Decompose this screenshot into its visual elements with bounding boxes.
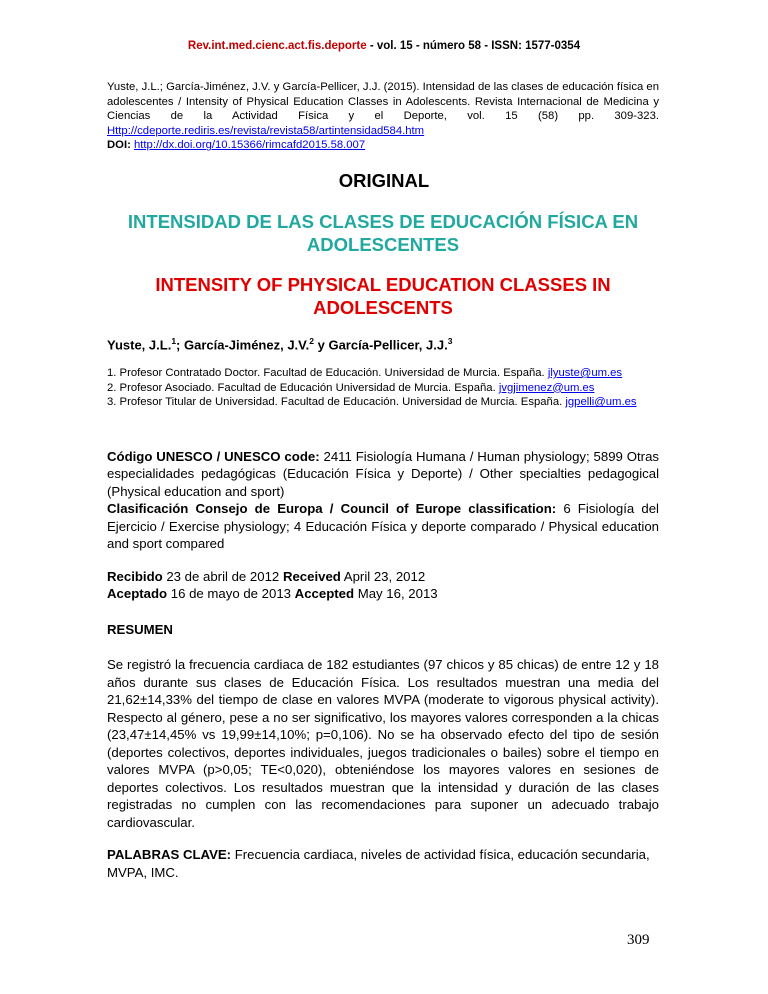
running-header: [0, 40, 768, 52]
aceptado-label: Aceptado: [107, 586, 168, 602]
affiliations: [107, 366, 659, 410]
affiliation-text: 2. Profesor Asociado. Facultad de Educación Universidad de Murcia. España.: [107, 381, 499, 394]
author-list: [107, 336, 452, 352]
council-classification: [107, 500, 659, 552]
accepted-date: [107, 585, 438, 602]
section-label: ORIGINAL: [338, 170, 430, 191]
council-classification-label: Clasificación Consejo de Europa / Council of Europe classification:: [107, 501, 557, 517]
author-2-affil-mark: 2: [309, 336, 314, 346]
doi-link[interactable]: http://dx.doi.org/10.15366/rimcafd2015.58.007: [134, 139, 366, 152]
article-url-link[interactable]: Http://cdeporte.rediris.es/revista/revista58/artintensidad584.htm: [107, 124, 425, 137]
citation-block: [107, 80, 659, 153]
author-1-affil-mark: 1: [171, 336, 177, 346]
submission-dates: [107, 568, 438, 603]
received-value: April 23, 2012: [340, 569, 426, 584]
received-date: [107, 568, 438, 585]
author-3: García-Pellicer, J.J.: [328, 337, 448, 353]
page-number: 309: [627, 932, 650, 948]
council-classification-text: 6 Fisiología del Ejercicio / Exercise physiology; 4 Educación Física y deporte comparado / Physical education and sport compared: [107, 501, 659, 552]
author-separator: ;: [176, 337, 184, 353]
title-spanish: INTENSIDAD DE LAS CLASES DE EDUCACIÓN FÍSICA EN ADOLESCENTES: [127, 211, 639, 255]
keywords-label: PALABRAS CLAVE:: [107, 847, 232, 862]
unesco-code-label: Código UNESCO / UNESCO code:: [107, 449, 320, 464]
abstract-text: Se registró la frecuencia cardiaca de 182 estudiantes (97 chicos y 85 chicas) de entre 12 y 18 años durante sus clases de Educación Física. Los resultados muestran una media del 21,62±14,33% del tiempo de clase en valores MVPA (moderate to vigorous physical activity). Respecto al género, pese a no ser significativo, los mayores valores corresponden a la chicas (23,47±14,45% vs 19,99±14,10%; p=0,106). No se ha observado efecto del tipo de sesión (deportes colectivos, deportes individuales, juegos tradicionales o bailes) sobre el tiempo en valores MVPA (p>0,05; TE<0,020), obteniéndose los mayores valores en sesiones de deportes colectivos. Los resultados muestran que la intensidad y duración de las clases registradas no cumplen con las recomendaciones para suponer un adecuado trabajo cardiovascular.: [107, 657, 659, 830]
email-link[interactable]: jlyuste@um.es: [547, 367, 623, 379]
citation-text: Yuste, J.L.; García-Jiménez, J.V. y García-Pellicer, J.J. (2015). Intensidad de las clases de educación física en adolescentes / Intensity of Physical Education Classes in Adolescents. Revista Internacional de Medicina y Ciencias de la Actividad Física y el Deporte, vol. 15 (58) pp. 309-323.: [107, 81, 659, 123]
recibido-value: 23 de abril de 2012: [162, 569, 283, 584]
recibido-label: Recibido: [107, 569, 163, 584]
accepted-value: May 16, 2013: [354, 586, 438, 602]
author-2: García-Jiménez, J.V.: [184, 337, 310, 353]
journal-issue-info: - vol. 15 - número 58 - ISSN: 1577-0354: [366, 40, 581, 52]
affiliation-3: [107, 395, 659, 410]
affiliation-text: 1. Profesor Contratado Doctor. Facultad de Educación. Universidad de Murcia. España.: [107, 367, 548, 379]
unesco-code: [107, 448, 659, 500]
keywords-text: Frecuencia cardiaca, niveles de actividad física, educación secundaria, MVPA, IMC.: [107, 847, 650, 880]
accepted-label: Accepted: [294, 586, 355, 602]
journal-name: Rev.int.med.cienc.act.fis.deporte: [187, 40, 367, 52]
affiliation-2: [107, 381, 659, 396]
doi-label: DOI:: [107, 139, 131, 152]
author-3-affil-mark: 3: [447, 336, 453, 346]
keywords: [107, 846, 659, 881]
title-english: INTENSITY OF PHYSICAL EDUCATION CLASSES IN ADOLESCENTS: [155, 274, 611, 318]
author-1: Yuste, J.L.: [107, 337, 172, 353]
unesco-code-text: 2411 Fisiología Humana / Human physiology; 5899 Otras especialidades pedagógicas (Educación Física y Deporte) / Other specialties pedagogical (Physical education and sport): [107, 449, 660, 499]
classification-codes: [107, 448, 659, 552]
email-link[interactable]: jvgjimenez@um.es: [498, 381, 595, 394]
abstract-heading: RESUMEN: [107, 622, 173, 637]
author-separator: y: [314, 337, 329, 353]
received-label: Received: [282, 569, 341, 584]
affiliation-1: [107, 366, 659, 381]
aceptado-value: 16 de mayo de 2013: [167, 586, 295, 602]
email-link[interactable]: jgpelli@um.es: [565, 396, 637, 409]
affiliation-text: 3. Profesor Titular de Universidad. Facultad de Educación. Universidad de Murcia. España.: [107, 396, 566, 409]
